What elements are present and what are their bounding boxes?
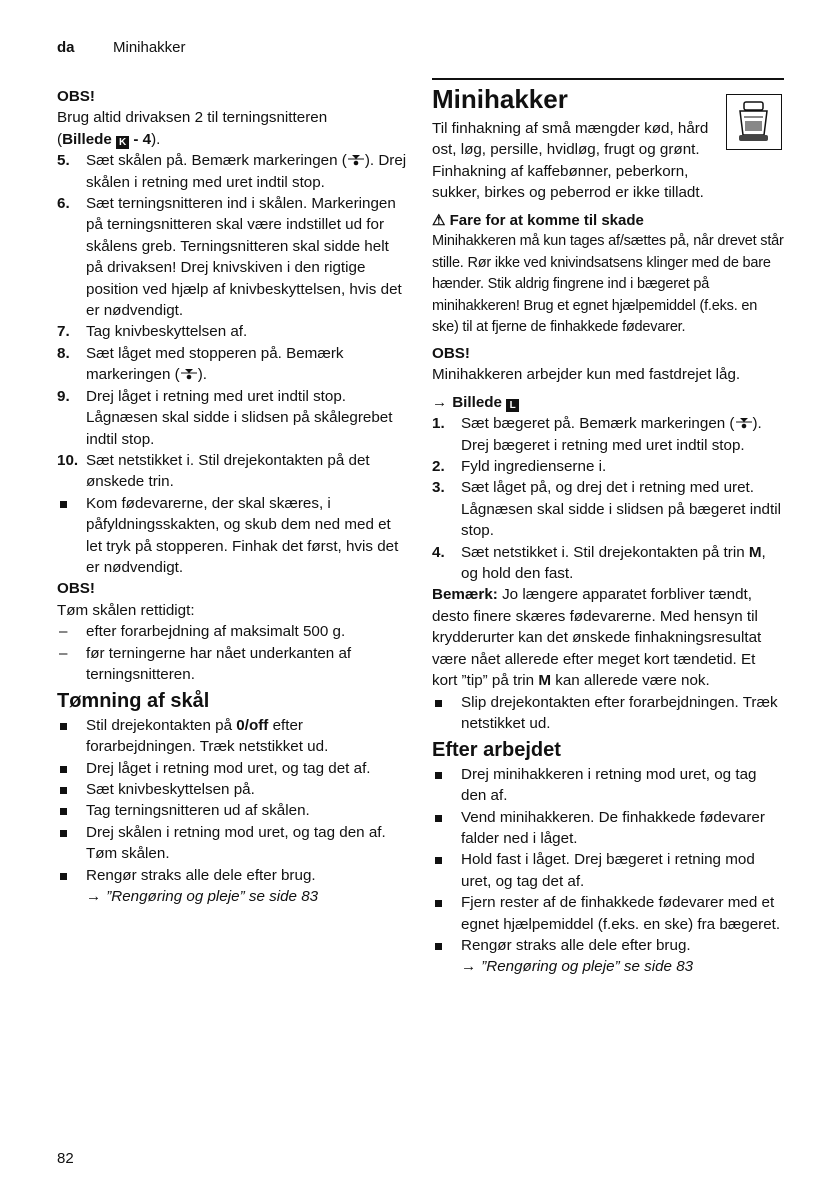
bullet-icon bbox=[435, 857, 442, 864]
section-title: Tømning af skål bbox=[57, 690, 210, 713]
bullet-icon bbox=[435, 815, 442, 822]
list-item: 6. Sæt terningsnitteren ind i skålen. Markeringen på terningsnitteren skal være indstillet ud for skålens greb. Terningsnitteren skal sidde helt på drivaksen! Drej knivskiven i den rigtige position ved hjælp af knivbeskyttelsen, hvis det er nødvendigt. bbox=[57, 195, 402, 320]
list-item: 1. Sæt bægeret på. Bemærk markeringen ( ). Drej bægeret i retning med uret indtil stop. bbox=[432, 415, 762, 454]
note-text: Bemærk: Jo længere apparatet forbliver tændt, desto finere skæres fødevarerne. Med hensyn til krydderurter kan det ønskede finhakningsresultat være nået allerede efter meget kort tændetid. Et kort ”tip” på trin M kan allerede være nok. bbox=[432, 586, 762, 690]
list-item: 5. Sæt skålen på. Bemærk markeringen ( ). Drej skålen i retning med uret indtil stop. bbox=[57, 152, 407, 191]
obs-heading: OBS! bbox=[432, 345, 470, 362]
list-item: 8. Sæt låget med stopperen på. Bemærk markeringen ( ). bbox=[57, 344, 344, 384]
right-column bbox=[432, 86, 784, 978]
warning-icon: ⚠ bbox=[432, 211, 446, 229]
bullet-icon bbox=[60, 501, 67, 508]
bullet-icon bbox=[435, 700, 442, 707]
bullet-icon bbox=[435, 943, 442, 950]
bullet-icon bbox=[435, 900, 442, 907]
bullet-icon bbox=[60, 873, 67, 880]
mini-chopper-icon bbox=[726, 94, 782, 150]
list-item: Hold fast i låget. Drej bægeret i retning mod uret, og tag det af. bbox=[432, 849, 784, 892]
list-item: – efter forarbejdning af maksimalt 500 g. bbox=[59, 623, 346, 641]
cross-reference-link[interactable]: ”Rengøring og pleje” se side 83 bbox=[481, 958, 694, 976]
marking-icon bbox=[347, 154, 365, 166]
list-item: Drej låget i retning mod uret, og tag det af. bbox=[57, 758, 407, 779]
step-list bbox=[57, 150, 407, 578]
bullet-icon bbox=[60, 830, 67, 837]
list-item: – før terningerne har nået underkanten af terningsnitteren. bbox=[59, 644, 352, 683]
list-item: Slip drejekontakten efter forarbejdningen. Træk netstikket ud. bbox=[432, 692, 784, 735]
list-item: Drej minihakkeren i retning mod uret, og tag den af. bbox=[432, 764, 784, 807]
list-item: Stil drejekontakten på 0/off efter forarbejdningen. Træk netstikket ud. bbox=[57, 715, 407, 758]
list-item: 10. Sæt netstikket i. Stil drejekontakten på det ønskede trin. bbox=[57, 451, 370, 491]
intro-text: Til finhakning af små mængder kød, hård ost, løg, persille, hvidløg, frugt og grønt. Finhakning af kaffebønner, peberkorn, sukker, birkes og peberrod er ikke tilladt. bbox=[432, 120, 709, 202]
list-item: Drej skålen i retning mod uret, og tag den af. Tøm skålen. bbox=[57, 822, 407, 865]
warning-heading: ⚠ Fare for at komme til skade bbox=[432, 211, 644, 229]
header-title: Minihakker bbox=[113, 39, 186, 56]
bullet-icon bbox=[435, 772, 442, 779]
bullet-icon bbox=[60, 808, 67, 815]
obs-heading: OBS! bbox=[57, 88, 95, 105]
list-item: Tag terningsnitteren ud af skålen. bbox=[57, 800, 407, 821]
obs-heading: OBS! bbox=[57, 580, 95, 598]
figure-badge: L bbox=[506, 399, 519, 412]
marking-icon bbox=[735, 417, 753, 429]
list-item: Vend minihakkeren. De finhakkede fødevarer falder ned i låget. bbox=[432, 807, 784, 850]
list-item: Kom fødevarerne, der skal skæres, i påfyldningsskakten, og skub dem ned med et let tryk på stopperen. Finhak det først, hvis det er nødvendigt. bbox=[57, 493, 407, 579]
list-item: 4. Sæt netstikket i. Stil drejekontakten på trin M, og hold den fast. bbox=[432, 543, 766, 583]
figure-reference: → Billede L bbox=[432, 392, 784, 413]
left-column bbox=[57, 86, 407, 907]
list-item: Rengør straks alle dele efter brug. → ”Rengøring og pleje” se side 83 bbox=[57, 865, 407, 908]
bullet-icon bbox=[60, 723, 67, 730]
page-number: 82 bbox=[57, 1150, 74, 1167]
section-title: Efter arbejdet bbox=[432, 739, 561, 762]
obs-note: Tøm skålen rettidigt: bbox=[57, 601, 195, 619]
page-title: Minihakker bbox=[432, 84, 568, 114]
arrow-icon: → bbox=[86, 888, 102, 906]
marking-icon bbox=[180, 368, 198, 380]
obs-note: Brug altid drivaksen 2 til terningsnitteren (Billede K - 4). bbox=[57, 109, 328, 148]
warning-text: Minihakkeren må kun tages af/sættes på, når drevet står stille. Rør ikke ved knivindsatsens klinger med de bare hænder. Stik aldrig fingrene ind i bægeret på minihakkeren! Brug et egnet hjælpemiddel (f.eks. en ske) til at fjerne de finhakkede fødevarer. bbox=[432, 233, 784, 336]
obs-note: Minihakkeren arbejder kun med fastdrejet låg. bbox=[432, 366, 741, 384]
page-header bbox=[57, 39, 186, 56]
list-item: Rengør straks alle dele efter brug. → ”Rengøring og pleje” se side 83 bbox=[432, 935, 784, 978]
figure-badge: K bbox=[116, 136, 129, 149]
bullet-icon bbox=[60, 787, 67, 794]
list-item: 2. Fyld ingredienserne i. bbox=[432, 458, 607, 476]
list-item: Sæt knivbeskyttelsen på. bbox=[57, 779, 407, 800]
list-item: 9. Drej låget i retning med uret indtil stop. Lågnæsen skal sidde i slidsen på skålegrebet indtil stop. bbox=[57, 387, 393, 448]
bullet-icon bbox=[60, 766, 67, 773]
language-code: da bbox=[57, 39, 75, 56]
list-item: 7. Tag knivbeskyttelsen af. bbox=[57, 323, 248, 341]
cross-reference-link[interactable]: ”Rengøring og pleje” se side 83 bbox=[106, 888, 319, 906]
list-item: 3. Sæt låget på, og drej det i retning med uret. Lågnæsen skal sidde i slidsen på bægeret indtil stop. bbox=[432, 479, 781, 540]
list-item: Fjern rester af de finhakkede fødevarer med et egnet hjælpemiddel (f.eks. en ske) fra bægeret. bbox=[432, 892, 784, 935]
arrow-icon: → bbox=[461, 958, 477, 976]
arrow-icon: → bbox=[432, 393, 448, 411]
